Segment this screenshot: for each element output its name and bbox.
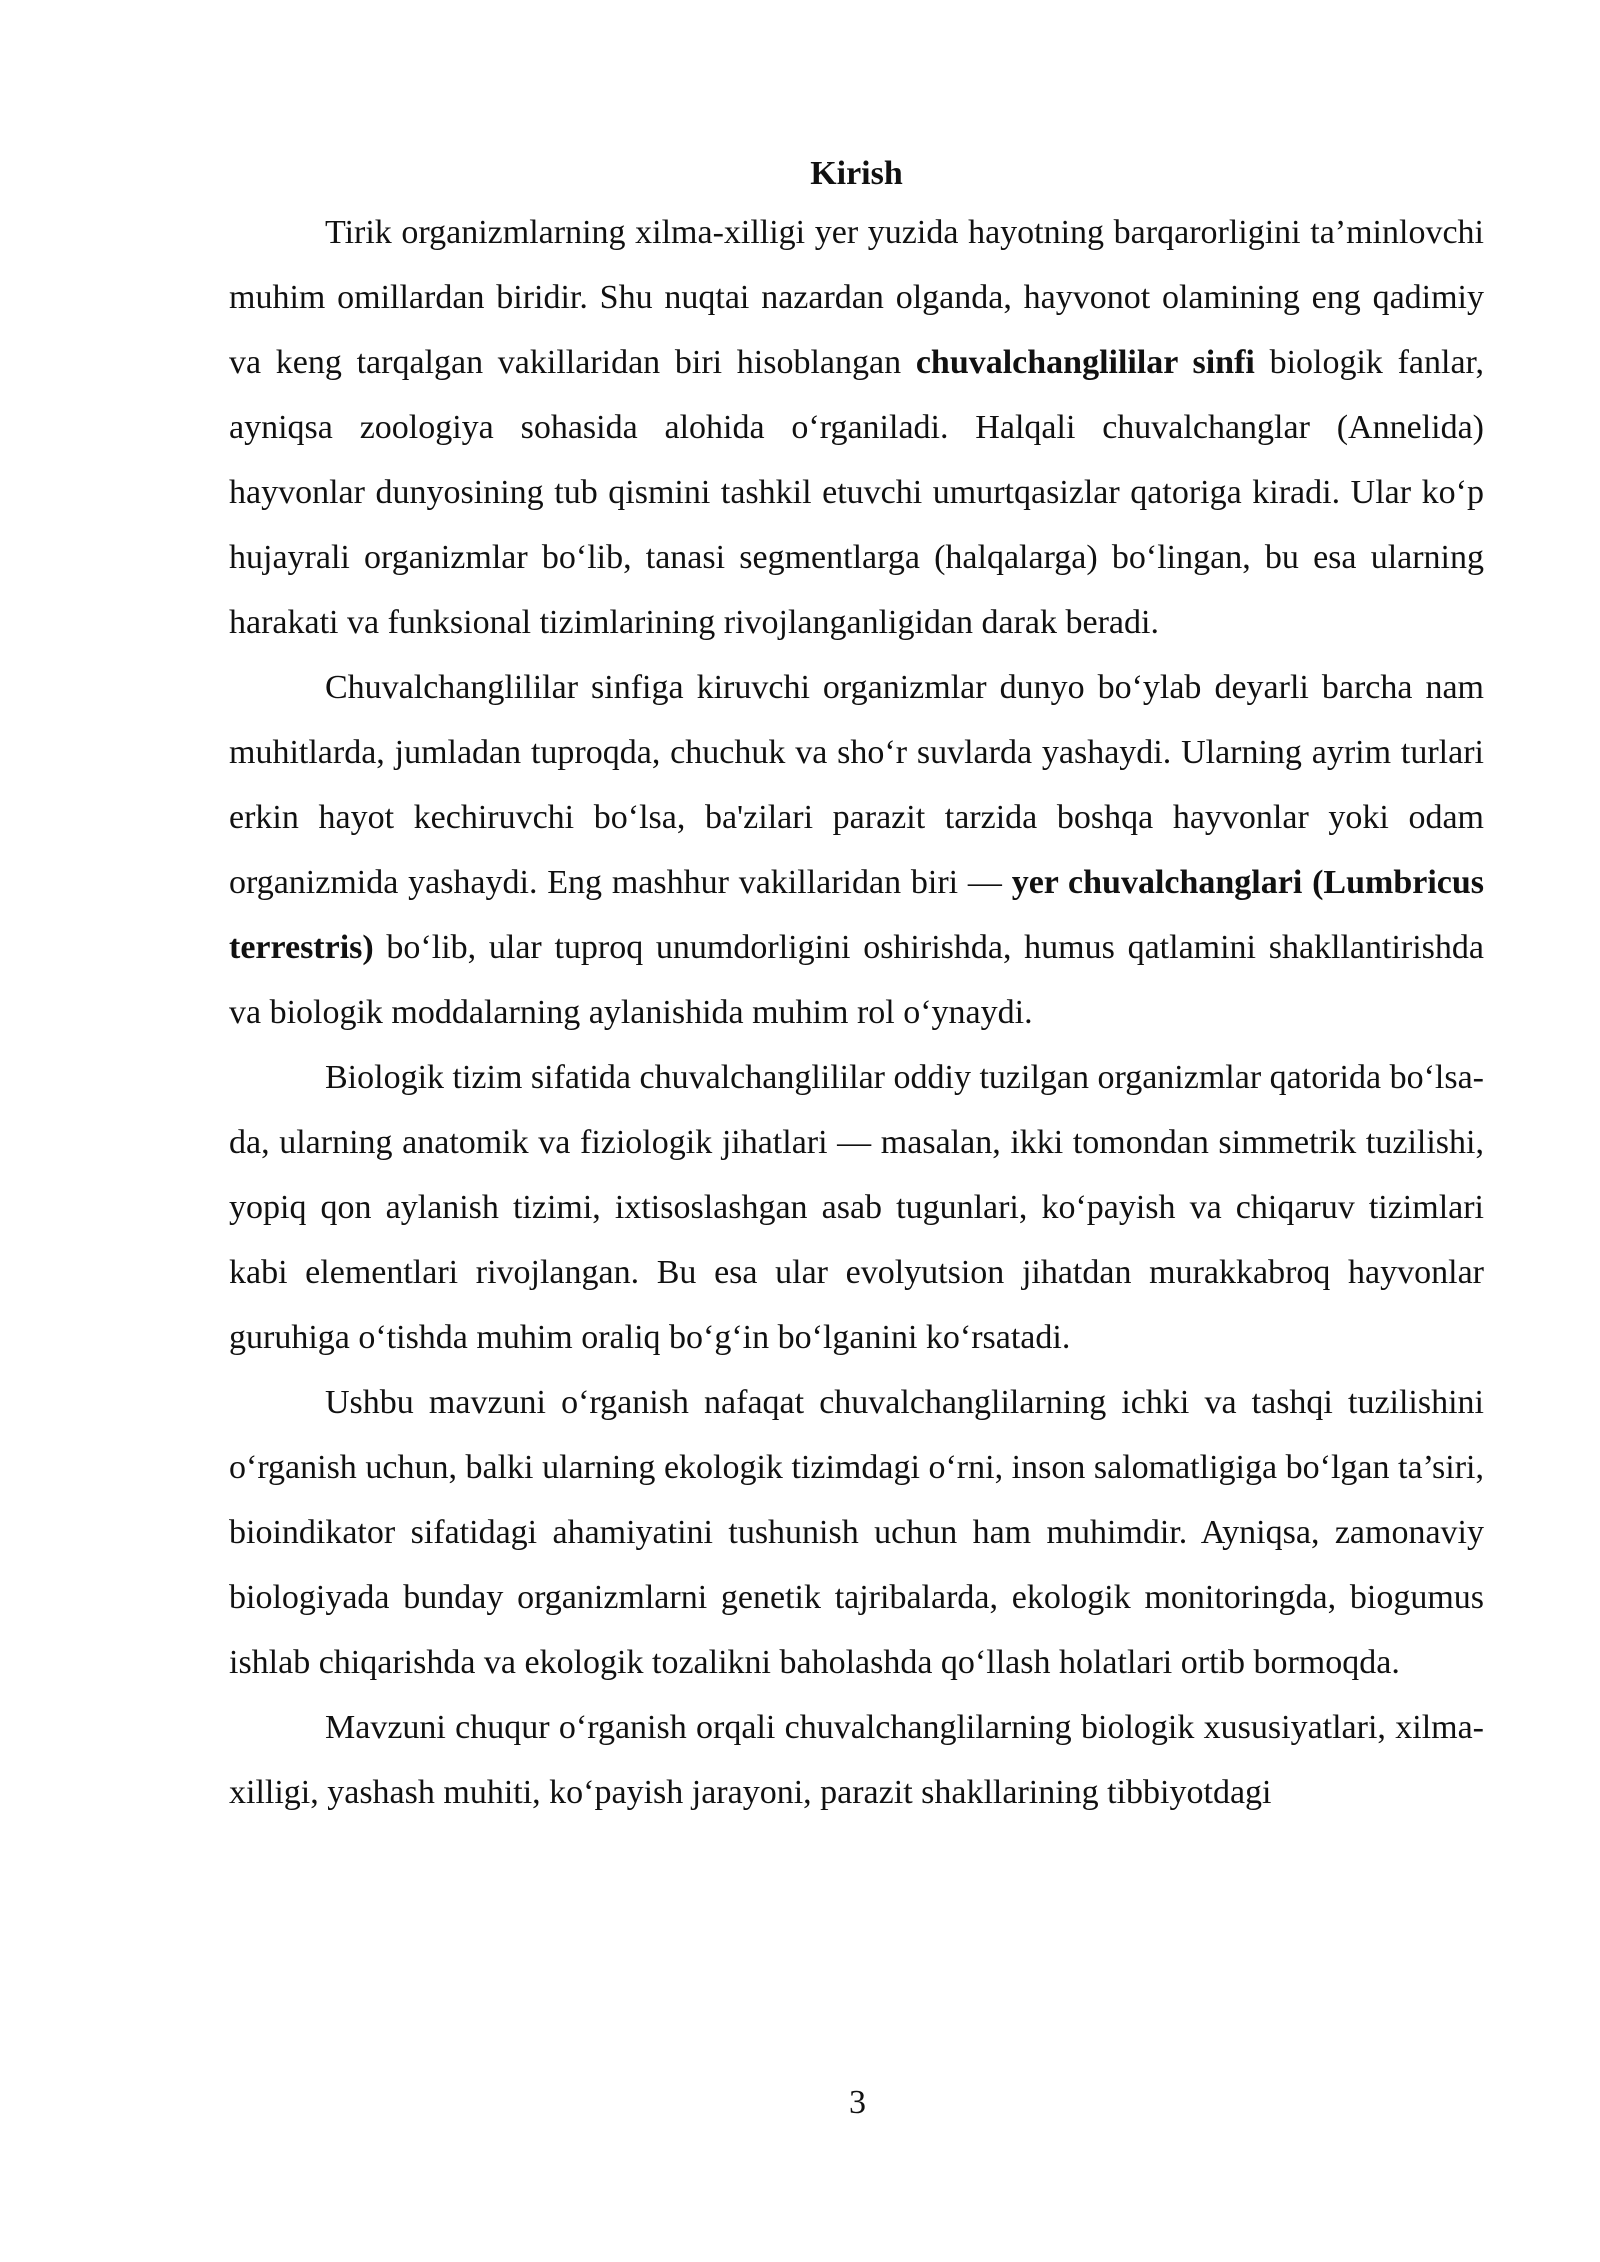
bold-text-run: yer chuvalchanglari (Lumbricus terrestris) — [229, 864, 1484, 966]
text-run: biologik fanlar, ayniqsa zoologiya sohasida alohida o‘rganiladi. Halqali chuvalchanglar (Annelida) hayvonlar dunyosining tub qismini tashkil etuvchi umurtqasizlar qatoriga kiradi. Ular ko‘p hujayrali organizmlar bo‘lib, tanasi segmentlarga (halqalarga) bo‘lingan, bu esa ularning harakati va funksional tizimlarining rivojlanganligidan darak beradi. — [229, 344, 1485, 641]
text-run: Ushbu mavzuni o‘rganish nafaqat chuvalchanglilarning ichki va tashqi tuzilishini o‘rganish uchun, balki ularning ekologik tizimdagi o‘rni, inson salomatligiga bo‘lgan ta’siri, bioindikator sifatidagi ahamiyatini tushunish uchun ham muhimdir. Ayniqsa, zamonaviy biologiyada bunday organizmlarni genetik tajribalarda, ekologik monitoringda, biogumus ishlab chiqarishda va ekologik tozalikni baholashda qo‘llash holatlari ortib bormoqda. — [229, 1384, 1484, 1681]
bold-text-run: chuvalchanglililar sinfi — [915, 344, 1255, 381]
page-number: 3 — [849, 2084, 866, 2121]
paragraph — [229, 655, 1484, 1045]
section-title: Kirish — [810, 155, 903, 192]
text-run: Tirik organizmlarning xilma-xilligi yer yuzida hayotning barqarorligini ta’minlovchi muhim omillardan biridir. Shu nuqtai nazardan olganda, hayvonot olamining eng qadimiy va keng tarqalgan vakillaridan biri hisoblangan — [229, 214, 1484, 381]
body-text — [229, 200, 1484, 1825]
page-content — [229, 148, 1484, 1825]
paragraph — [229, 1695, 1484, 1825]
text-run: Chuvalchanglililar sinfiga kiruvchi organizmlar dunyo bo‘ylab deyarli barcha nam muhitlarda, jumladan tuproqda, chuchuk va sho‘r suvlarda yashaydi. Ularning ayrim turlari erkin hayot kechiruvchi bo‘lsa, ba'zilari parazit tarzida boshqa hayvonlar yoki odam organizmida yashaydi. Eng mashhur vakillaridan biri — — [229, 669, 1484, 901]
paragraph — [229, 200, 1484, 655]
text-run: Mavzuni chuqur o‘rganish orqali chuvalchanglilarning biologik xususiyatlari, xilma-xilligi, yashash muhiti, ko‘payish jarayoni, parazit shakllarining tibbiyotdagi — [229, 1709, 1484, 1811]
text-run: bo‘lib, ular tuproq unumdorligini oshirishda, humus qatlamini shakllantirishda va biologik moddalarning aylanishida muhim rol o‘ynaydi. — [229, 929, 1484, 1031]
paragraph — [229, 1370, 1484, 1695]
paragraph — [229, 1045, 1484, 1370]
text-run: Biologik tizim sifatida chuvalchanglililar oddiy tuzilgan organizmlar qatorida bo‘lsa-da, ularning anatomik va fiziologik jihatlari — masalan, ikki tomondan simmetrik tuzilishi, yopiq qon aylanish tizimi, ixtisoslashgan asab tugunlari, ko‘payish va chiqaruv tizimlari kabi elementlari rivojlangan. Bu esa ular evolyutsion jihatdan murakkabroq hayvonlar guruhiga o‘tishda muhim oraliq bo‘g‘in bo‘lganini ko‘rsatadi. — [229, 1059, 1484, 1356]
